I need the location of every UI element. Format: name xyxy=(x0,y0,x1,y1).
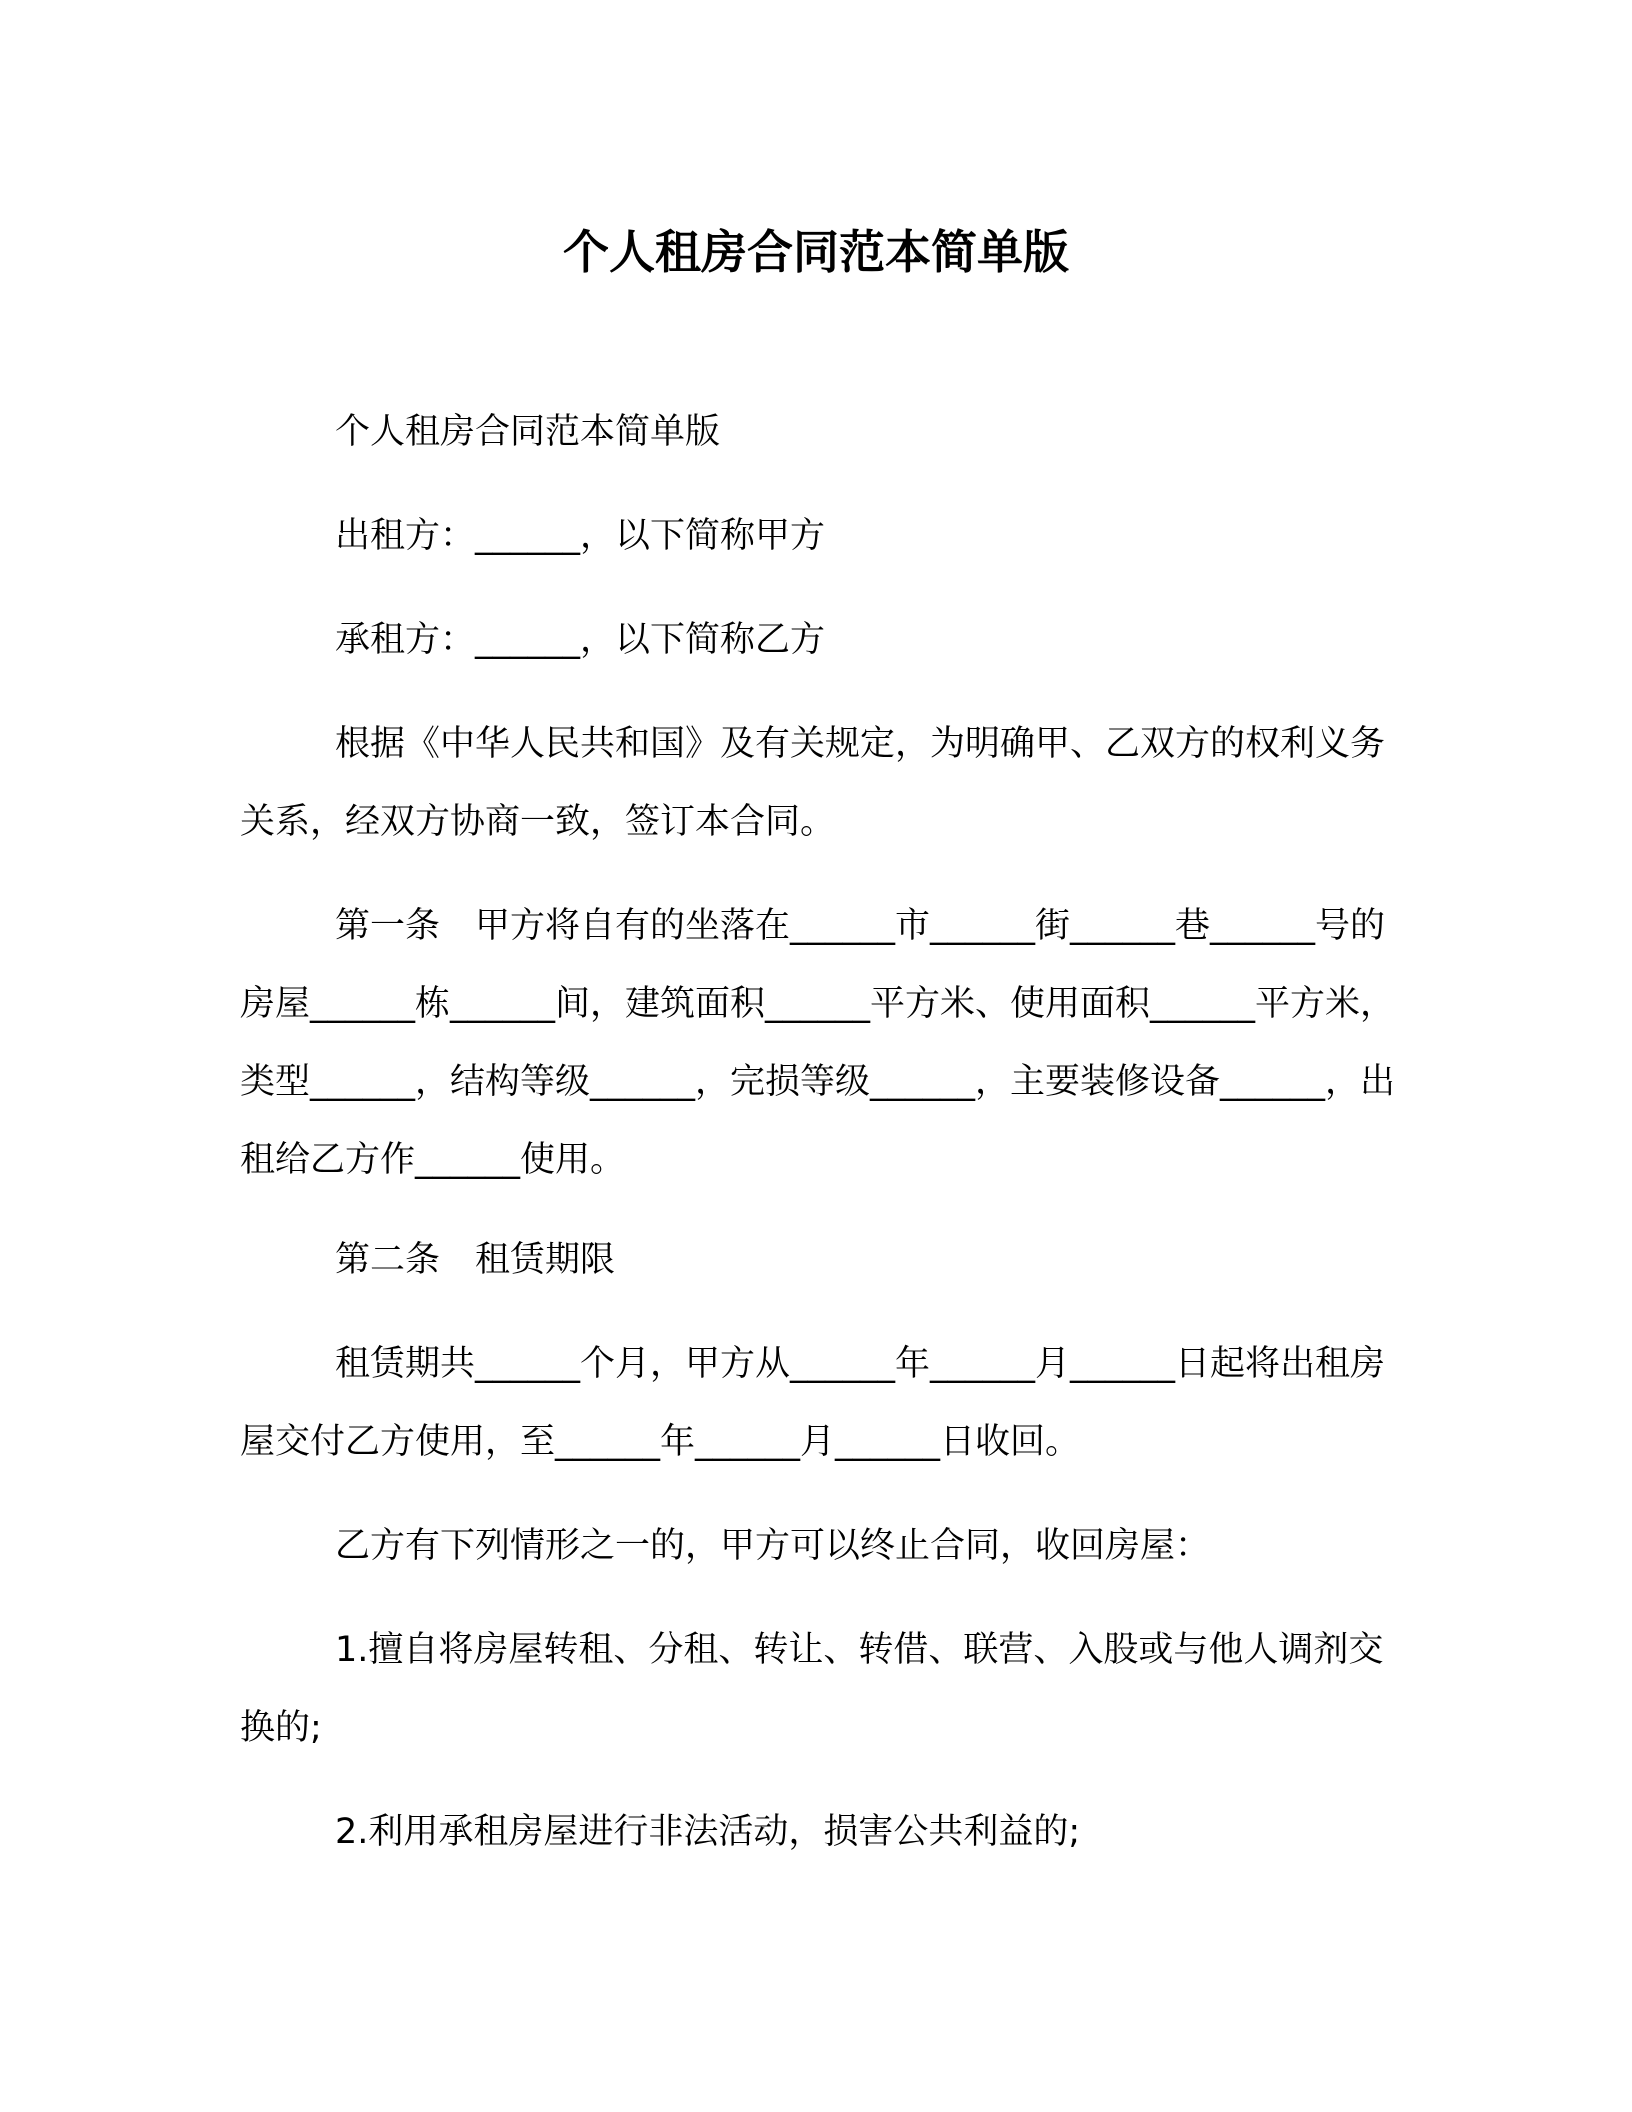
paragraph-clause-1: 1.擅自将房屋转租、分租、转让、转借、联营、入股或与他人调剂交换的; xyxy=(240,1630,1384,1748)
paragraph-lessee: 承租方：______，以下简称乙方 xyxy=(335,620,826,660)
paragraph-lessor: 出租方：______，以下简称甲方 xyxy=(335,516,826,556)
paragraph-preamble: 根据《中华人民共和国》及有关规定，为明确甲、乙双方的权利义务关系，经双方协商一致，签订本合同。 xyxy=(240,724,1386,842)
paragraph-lease-term: 租赁期共______个月，甲方从______年______月______日起将出租房屋交付乙方使用，至______年______月______日收回。 xyxy=(240,1344,1386,1462)
paragraph-clause-2: 2.利用承租房屋进行非法活动，损害公共利益的; xyxy=(335,1812,1081,1852)
paragraph-article-two-heading: 第二条 租赁期限 xyxy=(335,1240,616,1280)
paragraph-subtitle: 个人租房合同范本简单版 xyxy=(335,412,721,452)
document-title: 个人租房合同范本简单版 xyxy=(563,225,1069,279)
paragraph-termination-intro: 乙方有下列情形之一的，甲方可以终止合同，收回房屋： xyxy=(335,1526,1211,1566)
paragraph-article-one: 第一条 甲方将自有的坐落在______市______街______巷______号的房屋______栋______间，建筑面积______平方米、使用面积______平方米，类型______，结构等级______，完损等级______，主要装修设备______，出租给乙方作______使用。 xyxy=(240,906,1396,1180)
